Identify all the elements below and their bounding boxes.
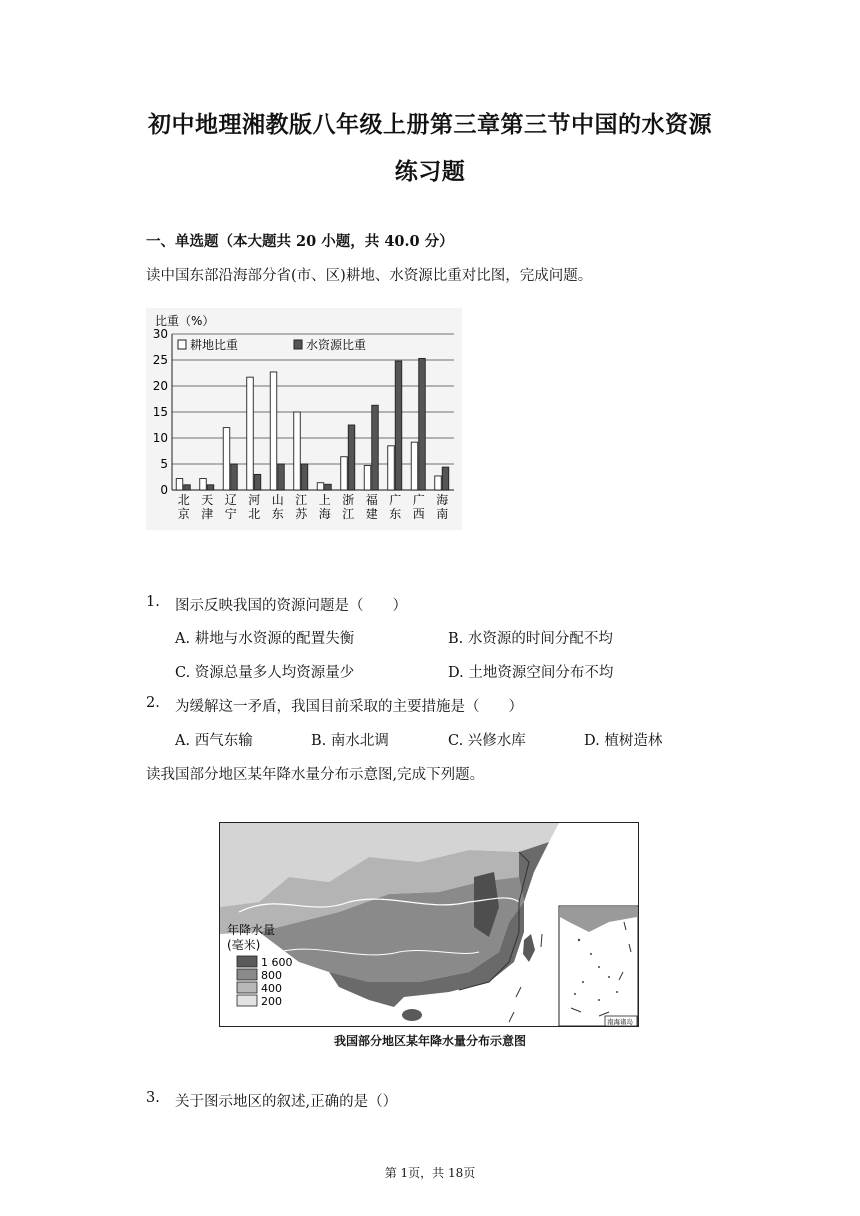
option-text: 植树造林	[604, 733, 663, 749]
y-tick-label: 20	[152, 379, 168, 393]
q1-number: 1.	[146, 594, 160, 610]
option-text: 水资源的时间分配不均	[467, 631, 613, 647]
option-text: 南水北调	[330, 733, 389, 749]
bar-chart	[146, 308, 462, 530]
x-tick-label: 津	[201, 507, 214, 521]
bar-cropland	[270, 372, 277, 490]
q1-option-c	[175, 661, 354, 682]
map-legend-label: 200	[261, 995, 282, 1008]
intro-text-2: 读我国部分地区某年降水量分布示意图,完成下列题。	[146, 767, 485, 783]
x-tick-label: 苏	[295, 507, 308, 521]
option-text: 耕地与水资源的配置失衡	[194, 631, 355, 647]
precipitation-map	[219, 822, 639, 1027]
q2-option-b	[311, 729, 389, 750]
x-tick-label: 广	[412, 493, 425, 507]
x-tick-label: 天	[201, 493, 214, 507]
option-key: B.	[448, 631, 464, 647]
bar-cropland	[200, 479, 207, 490]
bar-cropland	[388, 446, 395, 490]
doc-title-line2: 练习题	[394, 158, 466, 185]
page-footer: 第 1页，共 18页	[384, 1166, 476, 1180]
bar-cropland	[435, 476, 442, 490]
map-legend-unit: (毫米)	[227, 938, 261, 952]
x-tick-label: 江	[295, 493, 308, 507]
bar-cropland	[294, 412, 301, 490]
bar-cropland	[341, 457, 348, 490]
option-key: D.	[584, 733, 600, 749]
bar-water	[231, 464, 238, 490]
option-text: 资源总量多人均资源量少	[194, 665, 355, 681]
q2-stem: 为缓解这一矛盾，我国目前采取的主要措施是（ ）	[175, 699, 523, 715]
option-text: 土地资源空间分布不均	[468, 665, 614, 681]
option-key: A.	[175, 631, 191, 647]
bar-water	[207, 485, 214, 490]
map-legend-swatch	[237, 956, 257, 967]
option-key: D.	[448, 665, 464, 681]
x-tick-label: 浙	[342, 493, 355, 507]
q1-stem: 图示反映我国的资源问题是（ ）	[175, 598, 407, 614]
bar-water	[254, 474, 261, 490]
bar-cropland	[317, 483, 324, 490]
option-text: 西气东输	[194, 733, 253, 749]
x-tick-label: 北	[177, 493, 190, 507]
inset-label: 南海诸岛	[607, 1018, 633, 1026]
bar-cropland	[247, 377, 254, 490]
x-tick-label: 河	[248, 493, 261, 507]
map-legend-label: 1 600	[261, 956, 293, 969]
map-legend-swatch	[237, 982, 257, 993]
q2-option-c	[448, 729, 526, 750]
q2-number: 2.	[146, 695, 160, 711]
option-key: A.	[175, 733, 191, 749]
legend-swatch-cropland	[178, 340, 186, 349]
q1-option-a	[175, 627, 354, 648]
x-tick-label: 建	[365, 507, 378, 521]
bar-water	[348, 425, 355, 490]
q1-option-d	[448, 661, 613, 682]
y-tick-label: 0	[160, 483, 168, 497]
x-tick-label: 广	[389, 493, 402, 507]
doc-title-line1: 初中地理湘教版八年级上册第三章第三节中国的水资源	[148, 111, 712, 138]
legend-label-cropland: 耕地比重	[190, 338, 239, 352]
bar-water	[395, 361, 402, 490]
option-key: B.	[311, 733, 327, 749]
x-tick-label: 辽	[224, 493, 237, 507]
y-axis-label: 比重（%）	[155, 314, 215, 328]
map-legend-swatch	[237, 995, 257, 1006]
bar-cropland	[176, 479, 183, 490]
option-key: C.	[175, 665, 191, 681]
map-caption: 我国部分地区某年降水量分布示意图	[333, 1034, 526, 1048]
bar-cropland	[223, 428, 230, 490]
x-tick-label: 南	[436, 507, 449, 521]
q3-number: 3.	[146, 1090, 160, 1106]
map-legend-label: 400	[261, 982, 282, 995]
q2-option-a	[175, 729, 253, 750]
intro-text-1: 读中国东部沿海部分省(市、区)耕地、水资源比重对比图，完成问题。	[146, 268, 593, 284]
bar-cropland	[364, 466, 371, 490]
option-key: C.	[448, 733, 464, 749]
map-legend-label: 800	[261, 969, 282, 982]
x-tick-label: 东	[389, 507, 402, 521]
section-heading: 一、单选题（本大题共 20 小题，共 40.0 分）	[146, 233, 454, 250]
y-tick-label: 5	[160, 457, 168, 471]
q2-option-d	[584, 729, 662, 750]
legend-label-water: 水资源比重	[306, 338, 367, 352]
q1-option-b	[448, 627, 613, 648]
map-legend-title: 年降水量	[227, 923, 276, 937]
x-tick-label: 海	[318, 507, 331, 521]
bar-water	[184, 485, 191, 490]
x-tick-label: 上	[318, 493, 331, 507]
x-tick-label: 宁	[224, 507, 237, 521]
y-tick-label: 10	[152, 431, 168, 445]
bar-cropland	[411, 442, 418, 490]
y-tick-label: 15	[152, 405, 168, 419]
q3-stem: 关于图示地区的叙述,正确的是（）	[175, 1094, 398, 1110]
y-tick-label: 30	[152, 327, 168, 341]
x-tick-label: 西	[412, 507, 425, 521]
x-tick-label: 东	[271, 507, 284, 521]
map-legend-swatch	[237, 969, 257, 980]
legend-swatch-water	[294, 340, 302, 349]
bar-water	[419, 358, 426, 490]
x-tick-label: 海	[436, 493, 449, 507]
x-tick-label: 山	[271, 493, 284, 507]
x-tick-label: 京	[177, 507, 190, 521]
bar-water	[325, 484, 332, 490]
bar-water	[278, 464, 285, 490]
x-tick-label: 福	[365, 493, 378, 507]
x-tick-label: 北	[248, 507, 261, 521]
island-hainan	[402, 1009, 422, 1021]
y-tick-label: 25	[152, 353, 168, 367]
option-text: 兴修水库	[467, 733, 526, 749]
x-tick-label: 江	[342, 507, 355, 521]
bar-water	[442, 467, 449, 490]
bar-water	[372, 405, 379, 490]
bar-water	[301, 464, 308, 490]
